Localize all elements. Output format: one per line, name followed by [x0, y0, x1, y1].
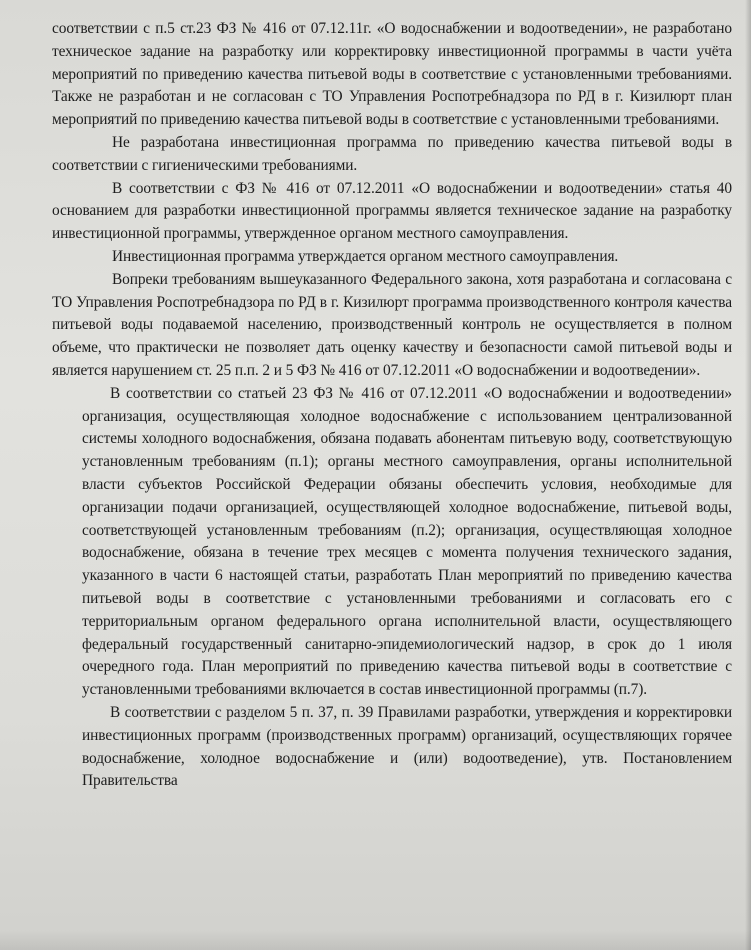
photo-shadow-right	[745, 0, 751, 950]
paragraph-no-investment-program: Не разработана инвестиционная программа по приведению качества питьевой воды в соответствии с гигиеническими требованиями.	[52, 133, 732, 174]
paragraph-technical-task: соответствии с п.5 ст.23 ФЗ № 416 от 07.12.11г. «О водоснабжении и водоотведении», не разработано техническое задание на разработку или корректировку инвестиционной программы в части учёта мероприятий по приведению качества питьевой воды в соответствие с установленными требованиями. Также не разработан и не согласован с ТО Управления Роспотребнадзора по РД в г. Кизилюрт план мероприятий по приведению качества питьевой воды в соответствие с установленными требованиями.	[52, 20, 732, 129]
document-text	[52, 18, 732, 793]
paragraph-article-40: В соответствии с ФЗ № 416 от 07.12.2011 «О водоснабжении и водоотведении» статья 40 основанием для разработки инвестиционной программы является техническое задание на разработку инвестиционной программы, утвержденное органом местного самоуправления.	[52, 179, 732, 243]
paragraph-production-control: Вопреки требованиям вышеуказанного Федерального закона, хотя разработана и согласована с ТО Управления Роспотребнадзора по РД в г. Кизилюрт программа производственного контроля качества питьевой воды подаваемой населению, производственный контроль не осуществляется в полном объеме, что практически не позволяет дать оценку качеству и безопасности самой питьевой воды и является нарушением ст. 25 п.п. 2 и 5 ФЗ № 416 от 07.12.2011 «О водоснабжении и водоотведении».	[52, 270, 732, 379]
photo-shadow-bottom	[0, 930, 751, 950]
paragraph-program-approval: Инвестиционная программа утверждается органом местного самоуправления.	[112, 247, 619, 265]
paragraph-section-5-rules: В соответствии с разделом 5 п. 37, п. 39 Правилами разработки, утверждения и корректировки инвестиционных программ (производственных программ) организаций, осуществляющих горячее водоснабжение, холодное водоснабжение и (или) водоотведение), утв. Постановлением Правительства	[82, 703, 732, 790]
paragraph-article-23: В соответствии со статьей 23 ФЗ № 416 от 07.12.2011 «О водоснабжении и водоотведении» организация, осуществляющая холодное водоснабжение с использованием централизованной системы холодного водоснабжения, обязана подавать абонентам питьевую воду, соответствующую установленным требованиям (п.1); органы местного самоуправления, органы исполнительной власти субъектов Российской Федерации обязаны обеспечить условия, необходимые для организации подачи организацией, осуществляющей холодное водоснабжение, питьевой воды, соответствующей установленным требованиям (п.2); организация, осуществляющая холодное водоснабжение, обязана в течение трех месяцев с момента получения технического задания, указанного в части 6 настоящей статьи, разработать План мероприятий по приведению качества питьевой воды в соответствие с установленными требованиями и согласовать его с территориальным органом федерального органа исполнительной власти, осуществляющего федеральный государственный санитарно-эпидемиологический надзор, в срок до 1 июля очередного года. План мероприятий по приведению качества питьевой воды в соответствие с установленными требованиями включается в состав инвестиционной программы (п.7).	[82, 384, 732, 699]
